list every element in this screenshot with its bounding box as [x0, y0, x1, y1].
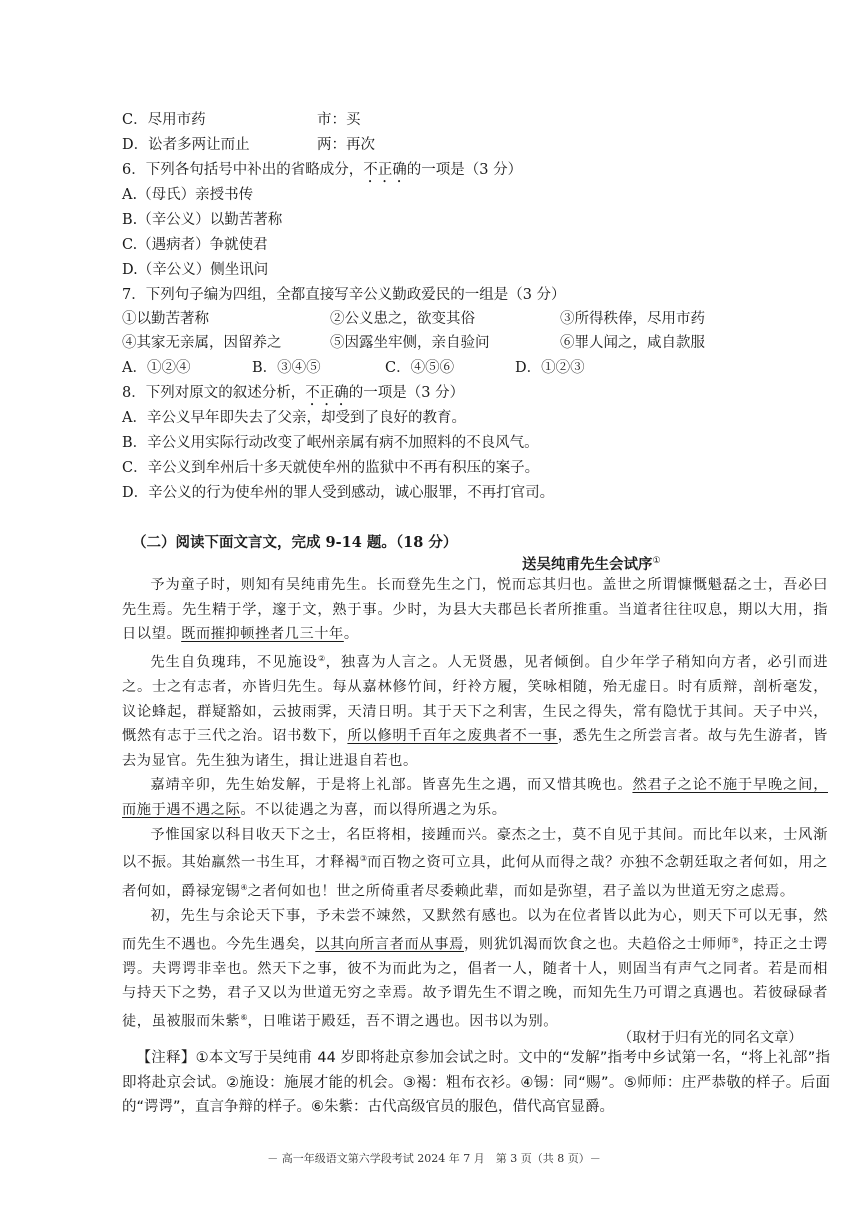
q6-option-c: C.（遇病者）争就使君 [122, 237, 268, 253]
q6-option-b: B.（辛公义）以勤苦著称 [122, 212, 283, 228]
essay-title-text: 送吴纯甫先生会试序 [522, 556, 653, 573]
note-marker: ⑥ [240, 1013, 248, 1023]
essay-body [122, 573, 828, 1034]
essay-text: 初，先生与余论天下事，予未尝不竦然，又默然有感也。以为在位者皆以此为心，则天下可以无事，然而先生不遇也。今先生遇矣， [122, 907, 828, 953]
essay-text: 先生自负瑰玮，不见施设 [150, 654, 318, 671]
q7-item-2: ②公义患之，欲变其俗 [330, 311, 475, 327]
essay-text: ，日唯诺于殿廷，吾不谓之遇也。因书以为别。 [247, 1013, 559, 1030]
page-footer: － 高一年级语文第六学段考试 2024 年 7 月 第 3 页（共 8 页）－ [267, 1152, 601, 1165]
q5-option-d [122, 135, 375, 155]
q7-item-3: ③所得秩俸，尽用市药 [560, 311, 705, 327]
section-heading: （二）阅读下面文言文，完成 9-14 题。（18 分） [132, 534, 458, 551]
essay-paragraph-2 [122, 647, 828, 774]
essay-text: ，悉先生之所尝言者。故与先生游者，皆去为显官。先生独为诸生，揖让进退自若也。 [122, 728, 828, 769]
q8-option-a: A．辛公义早年即失去了父亲，却受到了良好的教育。 [122, 410, 466, 426]
essay-paragraph-4 [122, 823, 828, 904]
q7-item-5: ⑤因露坐牢侧，亲自验问 [330, 335, 490, 351]
essay-paragraph-3 [122, 773, 828, 822]
essay-text: ，独喜为人言之。人无贤愚，见者倾倒。自少年学子稍知向方者，必引而进之。士之有志者，亦皆归先生。每从嘉林修竹间，纡袊方履，笑咏相随，殆无虚日。时有质辩，剖析毫发，议论蜂起，群疑豁如，云披雨霁，天清日明。其于天下之利害，生民之得失，常有隐忧于其间。天子中兴，慨然有志于三代之治。诏书数下， [122, 654, 828, 745]
q8-option-c: C．辛公义到牟州后十多天就使牟州的监狱中不再有积压的案子。 [122, 460, 540, 476]
q5-option-c-text: C．尽用市药 [122, 112, 206, 128]
q8-stem-pre: 8．下列对原文的叙述分析， [122, 385, 306, 401]
essay-title [522, 553, 661, 574]
q5-option-d-text: D．讼者多两让而止 [122, 137, 250, 153]
q6-stem-post: 的一项是（3 分） [406, 162, 523, 178]
essay-text: 。 [343, 626, 359, 643]
q6-option-d: D.（辛公义）侧坐讯问 [122, 262, 269, 278]
q8-option-b: B．辛公义用实际行动改变了岷州亲属有病不加照料的不良风气。 [122, 435, 539, 451]
annotations [122, 1046, 830, 1120]
q8-option-d: D．辛公义的行为使牟州的罪人受到感动，诚心服罪，不再打官司。 [122, 485, 555, 501]
note-marker: ③ [359, 854, 368, 864]
q8-stem-post: 的一项是（3 分） [348, 385, 465, 401]
note-marker: ② [318, 653, 326, 663]
q6-stem-pre: 6．下列各句括号中补出的省略成分， [122, 162, 364, 178]
note-marker: ④ [240, 882, 248, 892]
q8-stem [122, 383, 464, 409]
essay-paragraph-1 [122, 573, 828, 647]
q5-option-d-gloss: 两：再次 [317, 137, 375, 153]
q7-choice-a: A．①②④ [122, 360, 191, 376]
essay-text: ，则犹饥渴而饮食之也。夫趋俗之士师师 [463, 936, 732, 953]
q7-choice-d: D．①②③ [515, 360, 585, 376]
q8-stem-emphasis: 不正确 [305, 385, 349, 401]
essay-text: 嘉靖辛卯，先生始发解，于是将上礼部。皆喜先生之遇，而又惜其晚也。 [150, 777, 633, 794]
essay-text: 之者何如也！世之所倚重者尽委赖此辈，而如是弥望，君子盖以为世道无穷之虑焉。 [247, 883, 795, 900]
essay-text: 。不以徒遇之为喜，而以得所遇之为乐。 [240, 802, 507, 819]
underlined-sentence-1: 既而摧抑顿挫者几三十年 [181, 626, 344, 643]
q5-option-c [122, 110, 361, 130]
essay-text: ，持正之士谔谔。夫谔谔非幸也。然天下之事，彼不为而此为之，倡者一人，随者十人，则固当有声气之同者。若是而相与持天下之势，君子又以为世道无穷之幸焉。故予谓先生不谓之晚，而知先生乃可谓之真遇也。若彼碌碌者徒，虽被服而朱紫 [122, 936, 828, 1030]
q7-item-6: ⑥罪人闻之，咸自款服 [560, 335, 705, 351]
underlined-sentence-4: 以其向所言者而从事焉 [315, 936, 464, 953]
note-marker: ⑤ [731, 935, 739, 945]
essay-title-note: ① [652, 556, 661, 567]
essay-text: 予惟国家以科目收天下之士，名臣将相，接踵而兴。豪杰之士，莫不自见于其间。而比年以来，士风渐以不振。其始羸然一书生耳，才释褐 [122, 826, 828, 871]
annotations-text: 【注释】①本文写于吴纯甫 44 岁即将赴京参加会试之时。文中的“发解”指考中乡试第一名，“将上礼部”指即将赴京会试。②施设：施展才能的机会。③褐：粗布衣衫。④锡：同“赐”。⑤师师：庄严恭敬的样子。后面的“谔谔”，直言争辩的样子。⑥朱紫：古代高级官员的服色，借代高官显爵。 [122, 1050, 830, 1115]
source-attribution: （取材于归有光的同名文章） [618, 1030, 803, 1046]
q7-choice-b: B．③④⑤ [252, 360, 321, 376]
essay-text: 而百物之资可立具，此何从而得之哉？亦独不念朝廷取之者何如，用之者何如，爵禄宠锡 [122, 855, 829, 900]
q7-stem: 7．下列句子编为四组，全都直接写辛公义勤政爱民的一组是（3 分） [122, 287, 566, 303]
q5-option-c-gloss: 市：买 [317, 112, 361, 128]
q6-stem-emphasis: 不正确 [363, 162, 407, 178]
q7-item-4: ④其家无亲属，因留养之 [122, 335, 282, 351]
q7-choice-c: C．④⑤⑥ [385, 360, 455, 376]
q6-stem [122, 160, 522, 186]
underlined-sentence-3: 然君子之论不施于早晚之间，而施于遇不遇之际 [122, 777, 828, 819]
essay-text: 予为童子时，则知有吴纯甫先生。长而登先生之门，悦而忘其归也。盖世之所谓慷慨魁磊之士，吾必曰先生焉。先生精于学，邃于文，熟于事。少时，为县大夫郡邑长者所推重。当道者往往叹息，期以大用，指日以望。 [122, 577, 828, 643]
q6-option-a: A.（母氏）亲授书传 [122, 187, 254, 203]
q7-item-1: ①以勤苦著称 [122, 311, 209, 327]
essay-paragraph-5 [122, 904, 828, 1034]
underlined-sentence-2: 所以修明千百年之废典者不一事 [347, 728, 558, 745]
